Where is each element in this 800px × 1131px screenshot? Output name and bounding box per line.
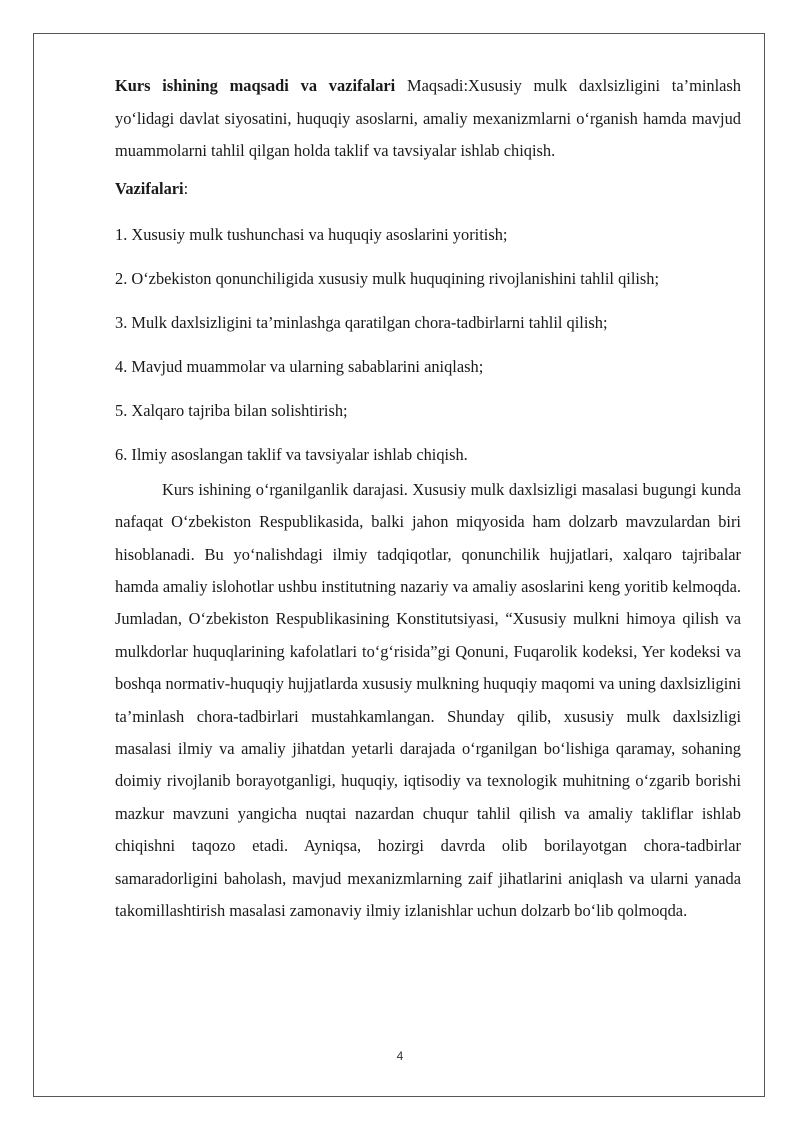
goal-text: Maqsadi:Xususiy mulk daxlsizligini ta’minlash yo‘lidagi davlat siyosatini, huquqiy asoslarni, amaliy mexanizmlarni o‘rganish hamda mavjud muammolarni tahlil qilgan holda taklif va tavsiyalar ishlab chiqish. bbox=[115, 76, 741, 161]
goal-paragraph bbox=[115, 70, 741, 168]
page-content bbox=[115, 70, 741, 927]
tasks-label: Vazifalari bbox=[115, 178, 184, 198]
tasks-colon: : bbox=[183, 178, 189, 198]
list-item: 3. Mulk daxlsizligini ta’minlashga qaratilgan chora-tadbirlarni tahlil qilish; bbox=[115, 312, 608, 332]
list-item: 5. Xalqaro tajriba bilan solishtirish; bbox=[115, 400, 348, 420]
study-level-paragraph: Kurs ishining o‘rganilganlik darajasi. Xususiy mulk daxlsizligi masalasi bugungi kunda nafaqat O‘zbekiston Respublikasida, balki jahon miqyosida ham dolzarb mavzulardan biri hisoblanadi. Bu yo‘nalishdagi ilmiy tadqiqotlar, qonunchilik hujjatlari, xalqaro tajribalar hamda amaliy islohotlar ushbu institutning nazariy va amaliy asoslarini keng yoritib kelmoqda. Jumladan, O‘zbekiston Respublikasining Konstitutsiyasi, “Xususiy mulkni himoya qilish va mulkdorlar huquqlarining kafolatlari to‘g‘risida”gi Qonuni, Fuqarolik kodeksi, Yer kodeksi va boshqa normativ-huquqiy hujjatlarda xususiy mulkning huquqiy maqomi va uning daxlsizligini ta’minlash chora-tadbirlari mustahkamlangan. Shunday qilib, xususiy mulk daxlsizligi masalasi ilmiy va amaliy jihatdan yetarli darajada o‘rganilgan bo‘lishiga qaramay, sohaning doimiy rivojlanib borayotganligi, huquqiy, iqtisodiy va texnologik muhitning o‘zgarib borishi mazkur mavzuni yangicha nuqtai nazardan chuqur tahlil qilish va amaliy takliflar ishlab chiqishni taqozo etadi. Ayniqsa, hozirgi davrda olib borilayotgan chora-tadbirlar samaradorligini baholash, mavjud mexanizmlarning zaif jihatlarini aniqlash va ularni yanada takomillashtirish masalasi zamonaviy ilmiy izlanishlar uchun dolzarb bo‘lib qolmoqda. bbox=[115, 479, 741, 921]
list-item: 2. O‘zbekiston qonunchiligida xususiy mulk huquqining rivojlanishini tahlil qilish; bbox=[115, 268, 660, 288]
list-item: 1. Xususiy mulk tushunchasi va huquqiy asoslarini yoritish; bbox=[115, 224, 508, 244]
section-title: Kurs ishining maqsadi va vazifalari bbox=[115, 76, 396, 95]
tasks-heading bbox=[115, 173, 741, 205]
page-number: 4 bbox=[396, 1049, 404, 1063]
list-item: 4. Mavjud muammolar va ularning sabablarini aniqlash; bbox=[115, 356, 484, 376]
list-item: 6. Ilmiy asoslangan taklif va tavsiyalar ishlab chiqish. bbox=[115, 444, 468, 464]
tasks-list bbox=[115, 225, 741, 465]
